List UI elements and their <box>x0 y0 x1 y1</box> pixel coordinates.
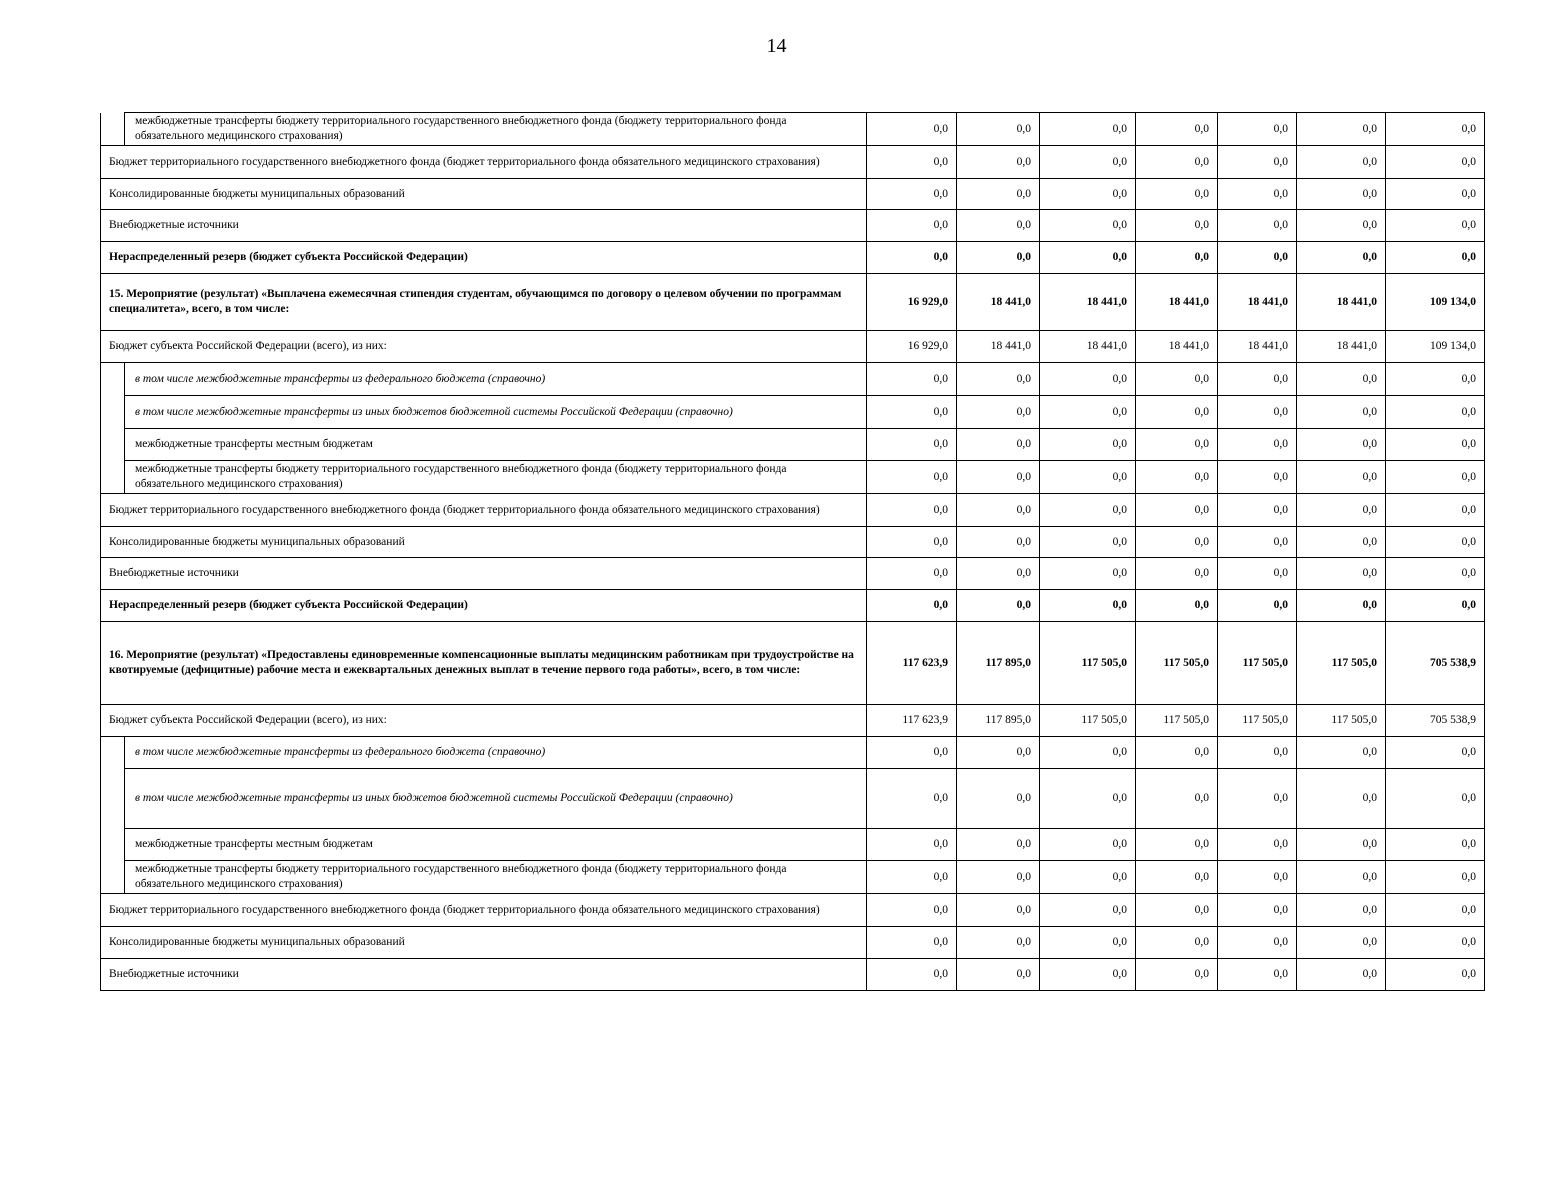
value-cell: 0,0 <box>1386 894 1485 927</box>
table-row <box>101 396 1485 429</box>
value-cell: 0,0 <box>1218 461 1297 494</box>
budget-table-body <box>101 113 1485 991</box>
value-cell: 0,0 <box>1218 429 1297 461</box>
table-row <box>101 829 1485 861</box>
value-cell: 0,0 <box>1386 927 1485 959</box>
value-cell: 0,0 <box>1297 959 1386 991</box>
value-cell: 0,0 <box>1386 769 1485 829</box>
table-row <box>101 210 1485 242</box>
value-cell: 0,0 <box>1040 396 1136 429</box>
value-cell: 0,0 <box>1218 396 1297 429</box>
value-cell: 0,0 <box>1136 429 1218 461</box>
table-row <box>101 558 1485 590</box>
value-cell: 0,0 <box>1297 558 1386 590</box>
table-row <box>101 363 1485 396</box>
value-cell: 0,0 <box>1386 829 1485 861</box>
value-cell: 0,0 <box>957 558 1040 590</box>
value-cell: 0,0 <box>957 861 1040 894</box>
value-cell: 0,0 <box>1218 829 1297 861</box>
table-row <box>101 113 1485 146</box>
value-cell: 705 538,9 <box>1386 705 1485 737</box>
budget-table <box>100 112 1485 991</box>
value-cell: 0,0 <box>1297 363 1386 396</box>
indent-cell <box>101 737 125 769</box>
value-cell: 0,0 <box>1136 558 1218 590</box>
value-cell: 0,0 <box>1297 242 1386 274</box>
value-cell: 0,0 <box>1386 590 1485 622</box>
value-cell: 18 441,0 <box>1040 274 1136 331</box>
indent-cell <box>101 861 125 894</box>
indent-cell <box>101 829 125 861</box>
value-cell: 0,0 <box>1218 146 1297 179</box>
value-cell: 0,0 <box>1218 113 1297 146</box>
value-cell: 18 441,0 <box>1297 274 1386 331</box>
value-cell: 0,0 <box>957 363 1040 396</box>
indent-cell <box>101 396 125 429</box>
value-cell: 0,0 <box>1386 179 1485 210</box>
value-cell: 0,0 <box>1297 210 1386 242</box>
row-label: межбюджетные трансферты местным бюджетам <box>125 429 867 461</box>
value-cell: 0,0 <box>1297 146 1386 179</box>
value-cell: 117 623,9 <box>867 705 957 737</box>
value-cell: 0,0 <box>867 590 957 622</box>
table-row <box>101 331 1485 363</box>
value-cell: 0,0 <box>1040 861 1136 894</box>
row-label: Внебюджетные источники <box>101 210 867 242</box>
row-label: межбюджетные трансферты бюджету территориального государственного внебюджетного фонда (бюджету территориального фонда обязательного медицинского страхования) <box>125 113 867 146</box>
value-cell: 0,0 <box>867 210 957 242</box>
row-label: в том числе межбюджетные трансферты из федерального бюджета (справочно) <box>125 363 867 396</box>
row-label: Бюджет территориального государственного внебюджетного фонда (бюджет территориального фонда обязательного медицинского страхования) <box>101 494 867 527</box>
value-cell: 0,0 <box>1218 769 1297 829</box>
row-label: Консолидированные бюджеты муниципальных образований <box>101 527 867 558</box>
value-cell: 0,0 <box>1218 527 1297 558</box>
table-row <box>101 527 1485 558</box>
value-cell: 0,0 <box>1297 861 1386 894</box>
value-cell: 0,0 <box>1297 494 1386 527</box>
value-cell: 0,0 <box>1297 769 1386 829</box>
value-cell: 0,0 <box>1297 829 1386 861</box>
value-cell: 0,0 <box>1040 179 1136 210</box>
value-cell: 16 929,0 <box>867 331 957 363</box>
table-row <box>101 179 1485 210</box>
value-cell: 0,0 <box>957 179 1040 210</box>
value-cell: 0,0 <box>1386 461 1485 494</box>
value-cell: 0,0 <box>957 113 1040 146</box>
table-row <box>101 861 1485 894</box>
value-cell: 0,0 <box>1136 829 1218 861</box>
value-cell: 0,0 <box>1297 429 1386 461</box>
value-cell: 0,0 <box>1297 590 1386 622</box>
value-cell: 0,0 <box>1136 527 1218 558</box>
value-cell: 18 441,0 <box>1297 331 1386 363</box>
value-cell: 0,0 <box>867 396 957 429</box>
table-row <box>101 146 1485 179</box>
value-cell: 117 505,0 <box>1136 705 1218 737</box>
value-cell: 0,0 <box>1136 927 1218 959</box>
value-cell: 117 505,0 <box>1136 622 1218 705</box>
table-row <box>101 622 1485 705</box>
value-cell: 0,0 <box>1297 113 1386 146</box>
value-cell: 117 505,0 <box>1297 705 1386 737</box>
value-cell: 0,0 <box>1218 494 1297 527</box>
value-cell: 0,0 <box>867 527 957 558</box>
value-cell: 0,0 <box>957 737 1040 769</box>
value-cell: 117 895,0 <box>957 622 1040 705</box>
value-cell: 0,0 <box>1040 461 1136 494</box>
value-cell: 18 441,0 <box>1218 274 1297 331</box>
row-label: Внебюджетные источники <box>101 959 867 991</box>
value-cell: 0,0 <box>957 242 1040 274</box>
value-cell: 0,0 <box>867 769 957 829</box>
value-cell: 117 623,9 <box>867 622 957 705</box>
value-cell: 117 505,0 <box>1218 705 1297 737</box>
value-cell: 0,0 <box>1386 494 1485 527</box>
value-cell: 0,0 <box>1386 210 1485 242</box>
value-cell: 0,0 <box>1218 737 1297 769</box>
value-cell: 0,0 <box>1136 959 1218 991</box>
value-cell: 0,0 <box>1218 363 1297 396</box>
value-cell: 0,0 <box>1136 461 1218 494</box>
row-label: в том числе межбюджетные трансферты из иных бюджетов бюджетной системы Российской Федерации (справочно) <box>125 769 867 829</box>
value-cell: 0,0 <box>1386 527 1485 558</box>
value-cell: 0,0 <box>1218 861 1297 894</box>
indent-cell <box>101 429 125 461</box>
value-cell: 117 505,0 <box>1297 622 1386 705</box>
value-cell: 117 895,0 <box>957 705 1040 737</box>
value-cell: 0,0 <box>1218 242 1297 274</box>
value-cell: 0,0 <box>1136 179 1218 210</box>
row-label: 15. Мероприятие (результат) «Выплачена ежемесячная стипендия студентам, обучающимся по договору о целевом обучении по программам специалитета», всего, в том числе: <box>101 274 867 331</box>
value-cell: 0,0 <box>1040 558 1136 590</box>
value-cell: 0,0 <box>867 363 957 396</box>
value-cell: 109 134,0 <box>1386 274 1485 331</box>
value-cell: 117 505,0 <box>1040 705 1136 737</box>
value-cell: 0,0 <box>1386 861 1485 894</box>
row-label: Консолидированные бюджеты муниципальных образований <box>101 927 867 959</box>
value-cell: 0,0 <box>1136 894 1218 927</box>
row-label: межбюджетные трансферты бюджету территориального государственного внебюджетного фонда (бюджету территориального фонда обязательного медицинского страхования) <box>125 861 867 894</box>
value-cell: 0,0 <box>957 210 1040 242</box>
value-cell: 0,0 <box>1136 113 1218 146</box>
value-cell: 0,0 <box>1218 558 1297 590</box>
value-cell: 0,0 <box>867 146 957 179</box>
row-label: Нераспределенный резерв (бюджет субъекта Российской Федерации) <box>101 242 867 274</box>
value-cell: 0,0 <box>957 829 1040 861</box>
value-cell: 0,0 <box>1040 146 1136 179</box>
row-label: Бюджет территориального государственного внебюджетного фонда (бюджет территориального фонда обязательного медицинского страхования) <box>101 146 867 179</box>
value-cell: 0,0 <box>867 959 957 991</box>
value-cell: 0,0 <box>1040 894 1136 927</box>
value-cell: 0,0 <box>1040 527 1136 558</box>
value-cell: 0,0 <box>1040 590 1136 622</box>
value-cell: 0,0 <box>957 527 1040 558</box>
value-cell: 0,0 <box>1218 210 1297 242</box>
value-cell: 0,0 <box>957 927 1040 959</box>
value-cell: 18 441,0 <box>1136 274 1218 331</box>
row-label: Внебюджетные источники <box>101 558 867 590</box>
value-cell: 0,0 <box>1386 959 1485 991</box>
value-cell: 0,0 <box>1136 769 1218 829</box>
value-cell: 0,0 <box>1386 396 1485 429</box>
value-cell: 0,0 <box>1040 210 1136 242</box>
table-row <box>101 769 1485 829</box>
value-cell: 0,0 <box>867 894 957 927</box>
value-cell: 0,0 <box>1297 927 1386 959</box>
value-cell: 0,0 <box>1040 429 1136 461</box>
value-cell: 0,0 <box>867 113 957 146</box>
value-cell: 16 929,0 <box>867 274 957 331</box>
value-cell: 0,0 <box>957 396 1040 429</box>
value-cell: 0,0 <box>1386 363 1485 396</box>
value-cell: 0,0 <box>1297 737 1386 769</box>
row-label: Бюджет субъекта Российской Федерации (всего), из них: <box>101 705 867 737</box>
value-cell: 117 505,0 <box>1040 622 1136 705</box>
value-cell: 0,0 <box>1136 242 1218 274</box>
value-cell: 18 441,0 <box>1040 331 1136 363</box>
value-cell: 0,0 <box>1040 363 1136 396</box>
value-cell: 0,0 <box>957 461 1040 494</box>
value-cell: 0,0 <box>867 861 957 894</box>
table-row <box>101 590 1485 622</box>
row-label: в том числе межбюджетные трансферты из иных бюджетов бюджетной системы Российской Федерации (справочно) <box>125 396 867 429</box>
table-row <box>101 894 1485 927</box>
table-row <box>101 274 1485 331</box>
table-row <box>101 242 1485 274</box>
value-cell: 0,0 <box>1218 927 1297 959</box>
row-label: в том числе межбюджетные трансферты из федерального бюджета (справочно) <box>125 737 867 769</box>
value-cell: 0,0 <box>1218 959 1297 991</box>
value-cell: 0,0 <box>1040 113 1136 146</box>
value-cell: 0,0 <box>867 737 957 769</box>
indent-cell <box>101 769 125 829</box>
indent-cell <box>101 113 125 146</box>
value-cell: 0,0 <box>1297 179 1386 210</box>
value-cell: 0,0 <box>1386 146 1485 179</box>
value-cell: 18 441,0 <box>1136 331 1218 363</box>
indent-cell <box>101 461 125 494</box>
value-cell: 0,0 <box>957 959 1040 991</box>
value-cell: 0,0 <box>1297 527 1386 558</box>
value-cell: 0,0 <box>1040 959 1136 991</box>
value-cell: 18 441,0 <box>1218 331 1297 363</box>
value-cell: 0,0 <box>1386 113 1485 146</box>
value-cell: 0,0 <box>1218 590 1297 622</box>
value-cell: 0,0 <box>1040 927 1136 959</box>
row-label: Консолидированные бюджеты муниципальных образований <box>101 179 867 210</box>
value-cell: 0,0 <box>867 461 957 494</box>
value-cell: 0,0 <box>867 179 957 210</box>
value-cell: 0,0 <box>1040 737 1136 769</box>
value-cell: 705 538,9 <box>1386 622 1485 705</box>
value-cell: 0,0 <box>1040 769 1136 829</box>
table-row <box>101 461 1485 494</box>
row-label: межбюджетные трансферты бюджету территориального государственного внебюджетного фонда (бюджету территориального фонда обязательного медицинского страхования) <box>125 461 867 494</box>
value-cell: 0,0 <box>867 429 957 461</box>
value-cell: 18 441,0 <box>957 274 1040 331</box>
table-row <box>101 959 1485 991</box>
value-cell: 0,0 <box>867 242 957 274</box>
value-cell: 0,0 <box>957 429 1040 461</box>
value-cell: 0,0 <box>1040 494 1136 527</box>
row-label: Бюджет территориального государственного внебюджетного фонда (бюджет территориального фонда обязательного медицинского страхования) <box>101 894 867 927</box>
row-label: межбюджетные трансферты местным бюджетам <box>125 829 867 861</box>
value-cell: 0,0 <box>1136 146 1218 179</box>
value-cell: 0,0 <box>867 829 957 861</box>
value-cell: 0,0 <box>1136 861 1218 894</box>
table-row <box>101 494 1485 527</box>
table-row <box>101 705 1485 737</box>
value-cell: 117 505,0 <box>1218 622 1297 705</box>
value-cell: 109 134,0 <box>1386 331 1485 363</box>
value-cell: 0,0 <box>957 769 1040 829</box>
page-number: 14 <box>766 35 787 57</box>
value-cell: 0,0 <box>1136 737 1218 769</box>
value-cell: 0,0 <box>867 558 957 590</box>
row-label: 16. Мероприятие (результат) «Предоставлены единовременные компенсационные выплаты медицинским работникам при трудоустройстве на квотируемые (дефицитные) рабочие места и ежеквартальных денежных выплат в течение первого года работы», всего, в том числе: <box>101 622 867 705</box>
table-row <box>101 737 1485 769</box>
value-cell: 0,0 <box>1136 210 1218 242</box>
value-cell: 18 441,0 <box>957 331 1040 363</box>
value-cell: 0,0 <box>1136 363 1218 396</box>
value-cell: 0,0 <box>957 894 1040 927</box>
value-cell: 0,0 <box>1218 179 1297 210</box>
value-cell: 0,0 <box>867 494 957 527</box>
value-cell: 0,0 <box>1136 494 1218 527</box>
value-cell: 0,0 <box>1386 242 1485 274</box>
value-cell: 0,0 <box>957 590 1040 622</box>
value-cell: 0,0 <box>1297 894 1386 927</box>
row-label: Нераспределенный резерв (бюджет субъекта Российской Федерации) <box>101 590 867 622</box>
value-cell: 0,0 <box>1136 396 1218 429</box>
row-label: Бюджет субъекта Российской Федерации (всего), из них: <box>101 331 867 363</box>
value-cell: 0,0 <box>867 927 957 959</box>
value-cell: 0,0 <box>1218 894 1297 927</box>
value-cell: 0,0 <box>1040 242 1136 274</box>
value-cell: 0,0 <box>1297 461 1386 494</box>
value-cell: 0,0 <box>957 494 1040 527</box>
table-row <box>101 429 1485 461</box>
value-cell: 0,0 <box>1386 429 1485 461</box>
indent-cell <box>101 363 125 396</box>
value-cell: 0,0 <box>1136 590 1218 622</box>
value-cell: 0,0 <box>957 146 1040 179</box>
value-cell: 0,0 <box>1386 737 1485 769</box>
value-cell: 0,0 <box>1040 829 1136 861</box>
table-row <box>101 927 1485 959</box>
value-cell: 0,0 <box>1386 558 1485 590</box>
value-cell: 0,0 <box>1297 396 1386 429</box>
